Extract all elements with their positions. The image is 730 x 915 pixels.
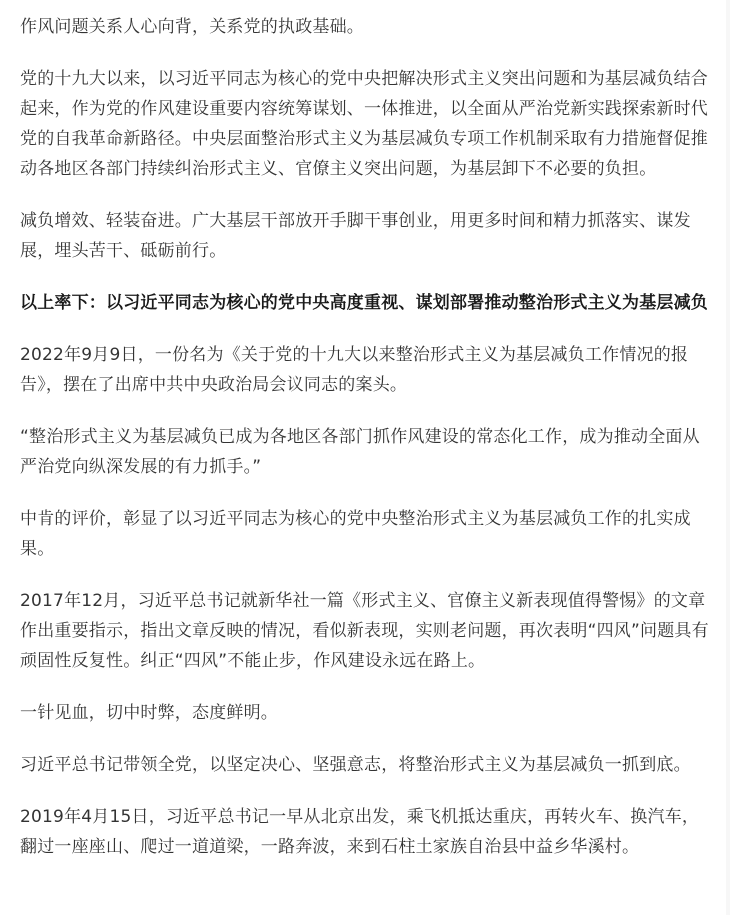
scrollbar-track[interactable] bbox=[726, 0, 730, 915]
paragraph-5: 2022年9月9日，一份名为《关于党的十九大以来整治形式主义为基层减负工作情况的报告》，摆在了出席中共中央政治局会议同志的案头。 bbox=[20, 345, 689, 395]
paragraph-11: 2019年4月15日，习近平总书记一早从北京出发，乘飞机抵达重庆，再转火车、换汽车，翻过一座座山、爬过一道道梁，一路奔波，来到石柱土家族自治县中益乡华溪村。 bbox=[20, 807, 700, 857]
paragraph-3: 减负增效、轻装奋进。广大基层干部放开手脚干事创业，用更多时间和精力抓落实、谋发展，埋头苦干、砥砺前行。 bbox=[20, 211, 691, 261]
paragraph-1: 作风问题关系人心向背，关系党的执政基础。 bbox=[20, 17, 364, 37]
paragraph-2: 党的十九大以来，以习近平同志为核心的党中央把解决形式主义突出问题和为基层减负结合起来，作为党的作风建设重要内容统筹谋划、一体推进，以全面从严治党新实践探索新时代党的自我革命新路径。中央层面整治形式主义为基层减负专项工作机制采取有力措施督促推动各地区各部门持续纠治形式主义、官僚主义突出问题，为基层卸下不必要的负担。 bbox=[20, 69, 708, 179]
article-body bbox=[20, 12, 710, 884]
paragraph-9: 一针见血，切中时弊，态度鲜明。 bbox=[20, 703, 278, 723]
paragraph-7: 中肯的评价，彰显了以习近平同志为核心的党中央整治形式主义为基层减负工作的扎实成果。 bbox=[20, 509, 691, 559]
paragraph-10: 习近平总书记带领全党，以坚定决心、坚强意志，将整治形式主义为基层减负一抓到底。 bbox=[20, 755, 691, 775]
quote-paragraph: “整治形式主义为基层减负已成为各地区各部门抓作风建设的常态化工作，成为推动全面从严治党向纵深发展的有力抓手。” bbox=[20, 427, 700, 477]
paragraph-8: 2017年12月，习近平总书记就新华社一篇《形式主义、官僚主义新表现值得警惕》的文章作出重要指示，指出文章反映的情况，看似新表现，实则老问题，再次表明“四风”问题具有顽固性反复性。纠正“四风”不能止步，作风建设永远在路上。 bbox=[20, 591, 709, 671]
section-heading: 以上率下：以习近平同志为核心的党中央高度重视、谋划部署推动整治形式主义为基层减负 bbox=[20, 293, 708, 313]
